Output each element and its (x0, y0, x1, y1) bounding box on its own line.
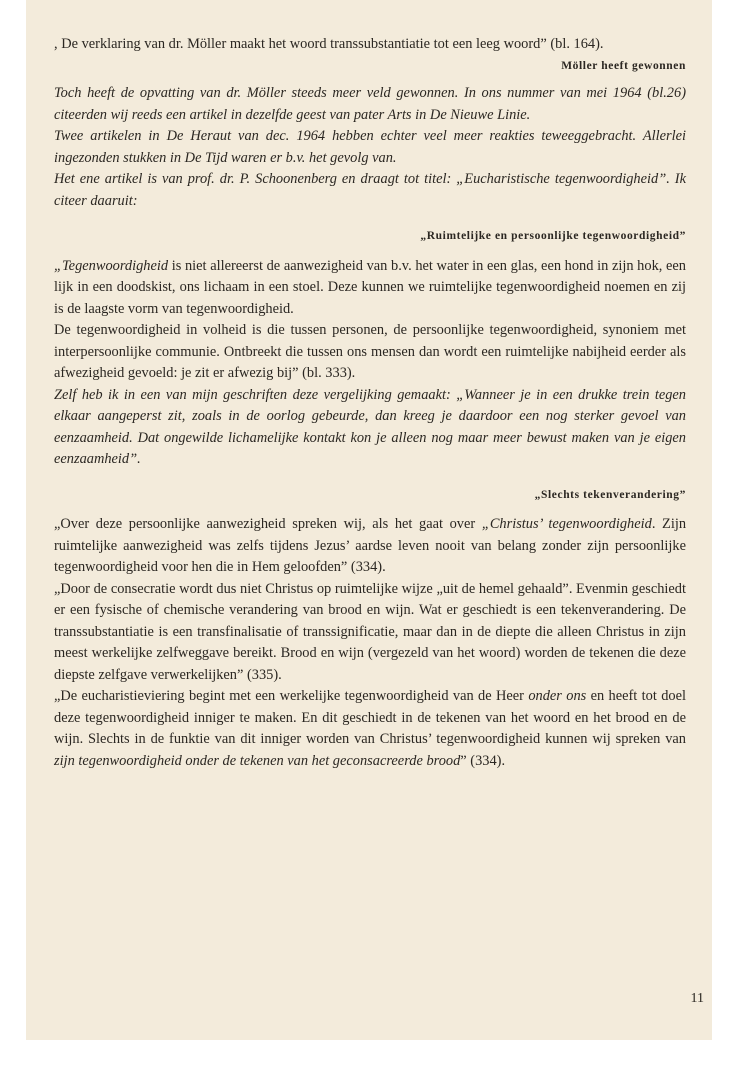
paragraph-text: „De eucharistieviering begint met een werkelijke tegenwoordigheid van de Heer (54, 688, 529, 704)
paragraph-tegenwoordigheid (54, 256, 686, 321)
section-heading-tekenverandering: „Slechts tekenverandering” (534, 488, 686, 501)
paragraph-consecratie: „Door de consecratie wordt dus niet Christus op ruimtelijke wijze „uit de hemel gehaald”. Evenmin geschiedt er een fysische of chemische verandering van brood en wijn. Wat er geschiedt is een tekenverandering. De transsubstantiatie is een transfinalisatie of transsignificatie, maar dan in de diepte die alleen Christus in zijn meest werkelijke zelfweggave bereikt. Brood en wijn (vergezeld van het woord) worden de tekenen die deze diepste zelfgave verwerkelijken” (335). (54, 580, 686, 683)
emphasis-term: onder ons (528, 688, 587, 704)
paragraph-schoonenberg: Het ene artikel is van prof. dr. P. Schoonenberg en draagt tot titel: „Eucharistische tegenwoordigheid”. Ik citeer daaruit: (54, 171, 686, 209)
paragraph-text: en heeft tot doel deze tegenwoordigheid inniger te maken. En dit geschiedt in de tekenen van het woord en het brood en de wijn. Slechts in de funktie van dit inniger worden van Christus’ tegenwoordigheid kunnen wij spreken van (54, 688, 686, 747)
paragraph-moller-won: Toch heeft de opvatting van dr. Möller steeds meer veld gewonnen. In ons nummer van mei 1964 (bl.26) citeerden wij reeds een artikel in dezelfde geest van pater Arts in De Nieuwe Linie. (54, 85, 686, 123)
paragraph-text: . Zijn ruimtelijke aanwezigheid was zelfs tijdens Jezus’ aardse leven nooit van belang zonder zijn persoonlijke tegenwoordigheid voor hen die in Hem geloofden” (334). (54, 516, 687, 575)
emphasis-term: zijn tegenwoordigheid onder de tekenen van het geconsacreerde brood (54, 752, 461, 769)
page-text (54, 34, 686, 772)
paragraph-text: ” (334). (460, 752, 506, 769)
emphasis-term: „Tegenwoordigheid (54, 257, 169, 274)
paragraph-trein: Zelf heb ik in een van mijn geschriften deze vergelijking gemaakt: „Wanneer je in een drukke trein tegen elkaar aangeperst zit, zoals in de oorlog gebeurde, dan kreeg je daardoor een nog sterker gevoel van eenzaamheid. Dat ongewilde lichamelijke kontakt kon je alleen nog maar meer bewust maken van je eigen eenzaamheid”. (54, 386, 686, 467)
page-number: 11 (690, 991, 704, 1006)
section-heading-moller: Möller heeft gewonnen (561, 59, 686, 72)
book-page (26, 0, 712, 1040)
paragraph-heraut: Twee artikelen in De Heraut van dec. 1964 hebben echter veel meer reakties teweeggebracht. Allerlei ingezonden stukken in De Tijd waren er b.v. het gevolg van. (54, 128, 686, 166)
paragraph-text: „Over deze persoonlijke aanwezigheid spreken wij, als het gaat over (54, 516, 482, 532)
paragraph-volheid: De tegenwoordigheid in volheid is die tussen personen, de persoonlijke tegenwoordigheid, synoniem met interpersoonlijke communie. Ontbreekt die tussen ons mensen dan wordt een ruimtelijke nabijheid eerder als afwezigheid gevoeld: je zit er afwezig bij” (bl. 333). (54, 322, 686, 381)
paragraph-text: is niet allereerst de aanwezigheid van b.v. het water in een glas, een hond in zijn hok, een lijk in een doodskist, ons lichaam in een stoel. Deze kunnen we ruimtelijke tegenwoordigheid noemen en zij is de laagste vorm van tegenwoordigheid. (54, 257, 686, 317)
section-heading-tegenwoordigheid: „Ruimtelijke en persoonlijke tegenwoordigheid” (420, 230, 686, 242)
paragraph-intro: , De verklaring van dr. Möller maakt het woord transsubstantiatie tot een leeg woord” (bl. 164). (54, 36, 604, 52)
paragraph-christus (54, 514, 686, 579)
emphasis-term: „Christus’ tegenwoordigheid (481, 516, 652, 532)
paragraph-eucharistieviering (54, 686, 686, 772)
